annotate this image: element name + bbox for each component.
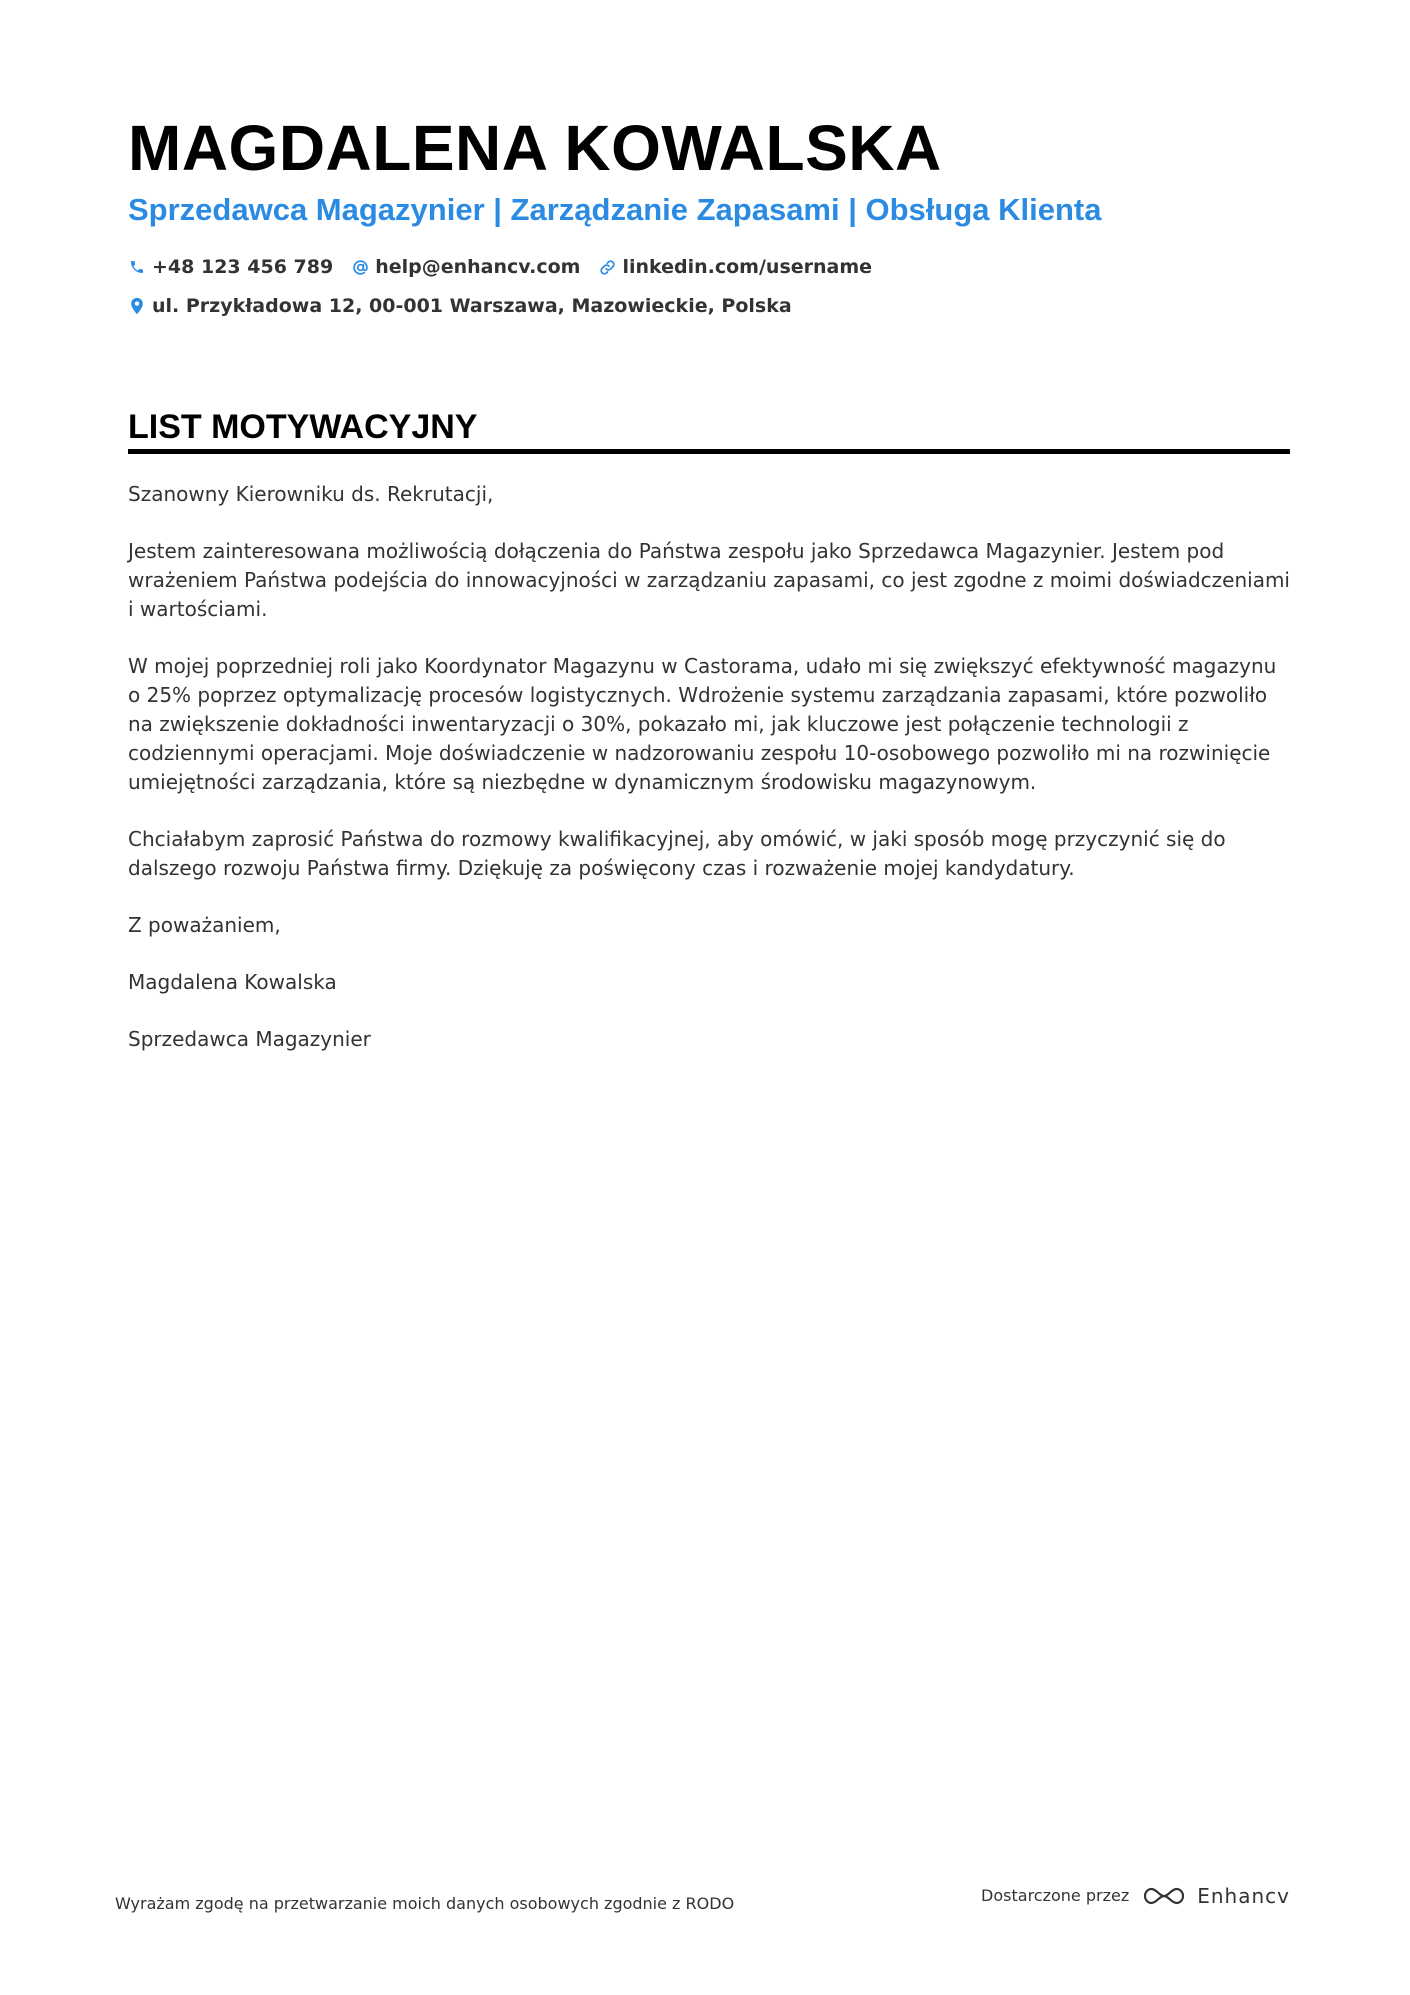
gdpr-consent-note: Wyrażam zgodę na przetwarzanie moich danych osobowych zgodnie z RODO: [115, 1894, 735, 1913]
contact-row-address: [128, 291, 810, 321]
linkedin-text: linkedin.com/username: [622, 256, 873, 278]
contact-address: [128, 291, 792, 321]
letter-paragraph: W mojej poprzedniej roli jako Koordynator Magazynu w Castorama, udało mi się zwiększyć efektywność magazynu o 25% poprzez optymalizację procesów logistycznych. Wdrożenie systemu zarządzania zapasami, które pozwoliło na zwiększenie dokładności inwentaryzacji o 30%, pokazało mi, jak kluczowe jest połączenie technologii z codziennymi operacjami. Moje doświadczenie w nadzorowaniu zespołu 10-osobowego pozwoliło mi na rozwinięcie umiejętności zarządzania, które są niezbędne w dynamicznym środowisku magazynowym.: [128, 654, 1277, 794]
phone-icon: [128, 257, 146, 277]
contact-email[interactable]: [351, 252, 580, 282]
contact-row-primary: [128, 252, 890, 282]
letter-greeting: Szanowny Kierowniku ds. Rekrutacji,: [128, 482, 494, 506]
letter-closing: Z poważaniem,: [128, 913, 281, 937]
enhancv-logo[interactable]: [1141, 1884, 1290, 1908]
candidate-name: MAGDALENA KOWALSKA: [128, 112, 942, 184]
powered-by-label: Dostarczone przez: [981, 1886, 1130, 1905]
email-text: help@enhancv.com: [375, 256, 581, 278]
enhancv-wordmark: Enhancv: [1197, 1884, 1290, 1908]
section-title: LIST MOTYWACYJNY: [128, 408, 478, 446]
at-icon: [351, 257, 369, 277]
letter-paragraph: Chciałabym zaprosić Państwa do rozmowy kwalifikacyjnej, aby omówić, w jaki sposób mogę przyczynić się do dalszego rozwoju Państwa firmy. Dziękuję za poświęcony czas i rozważenie mojej kandydatury.: [128, 827, 1226, 880]
location-pin-icon: [128, 296, 146, 316]
signature-title: Sprzedawca Magazynier: [128, 1027, 371, 1051]
contact-linkedin[interactable]: [598, 252, 872, 282]
phone-text: +48 123 456 789: [152, 256, 334, 278]
link-icon: [598, 257, 616, 277]
infinity-icon: [1141, 1884, 1187, 1908]
powered-by[interactable]: [981, 1884, 1290, 1908]
section-divider: [128, 449, 1290, 454]
signature-name: Magdalena Kowalska: [128, 970, 337, 994]
letter-body: [128, 480, 1290, 1082]
address-text: ul. Przykładowa 12, 00-001 Warszawa, Mazowieckie, Polska: [152, 295, 792, 317]
contact-phone[interactable]: [128, 252, 333, 282]
candidate-headline: Sprzedawca Magazynier | Zarządzanie Zapasami | Obsługa Klienta: [128, 192, 1102, 227]
letter-paragraph: Jestem zainteresowana możliwością dołączenia do Państwa zespołu jako Sprzedawca Magazynier. Jestem pod wrażeniem Państwa podejścia do innowacyjności w zarządzaniu zapasami, co jest zgodne z moimi doświadczeniami i wartościami.: [128, 539, 1290, 621]
